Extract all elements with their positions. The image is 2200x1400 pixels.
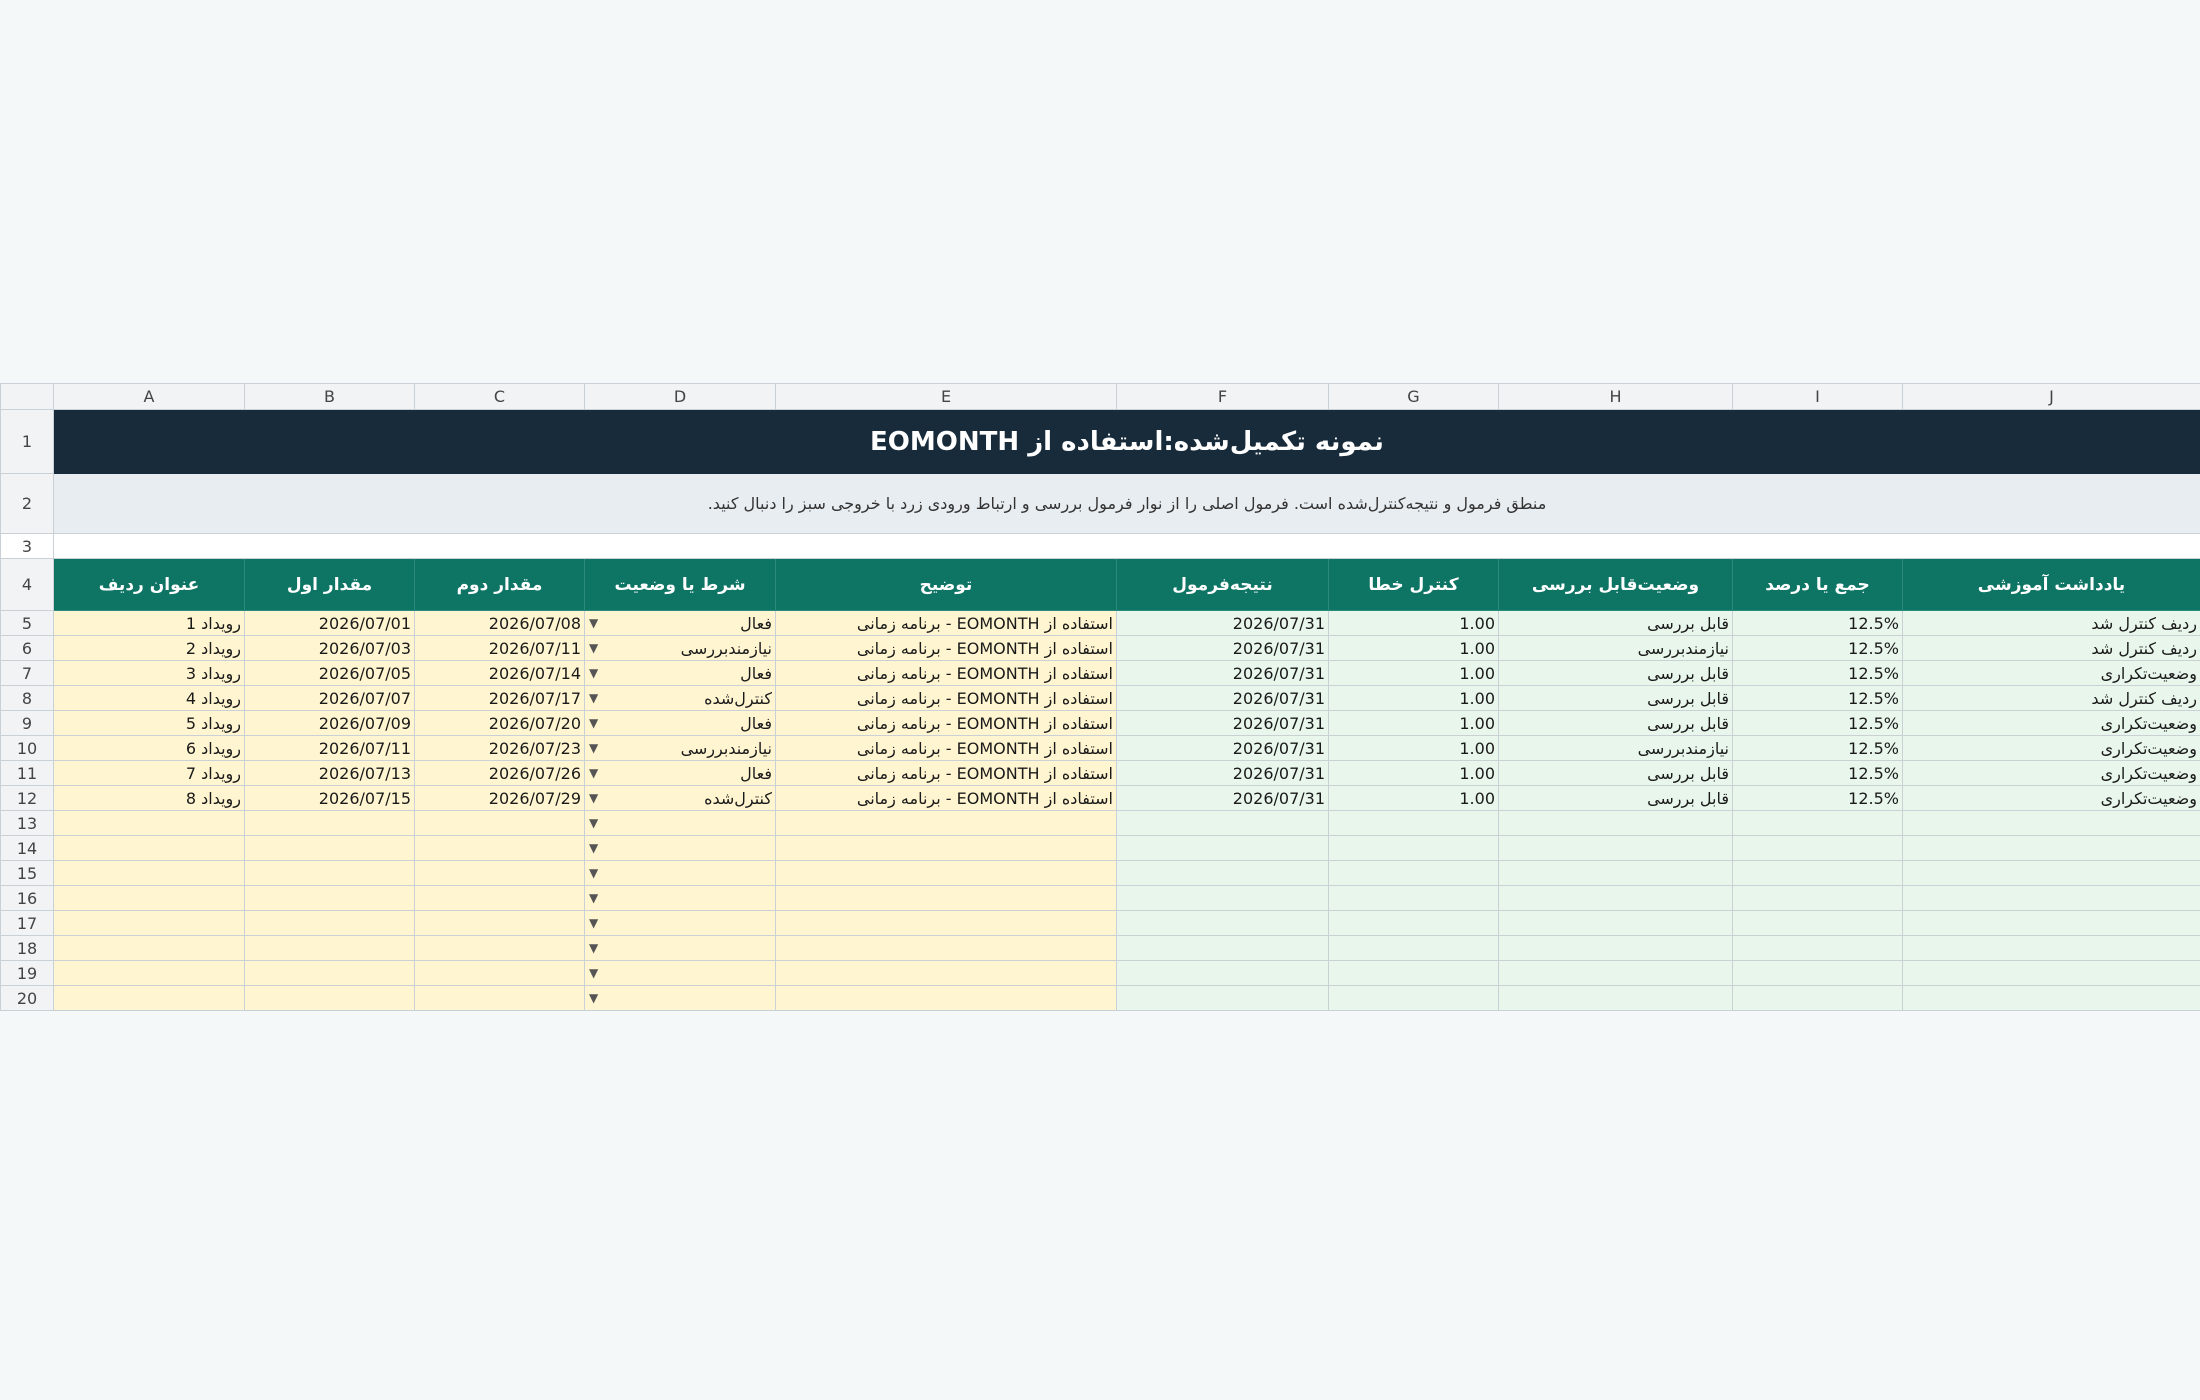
cell-formula-result[interactable]: 2026/07/31 (1117, 786, 1329, 811)
row-number[interactable]: 4 (1, 559, 54, 611)
cell-value-1[interactable] (245, 836, 415, 861)
cell-row-title[interactable] (54, 961, 245, 986)
row-number[interactable]: 9 (1, 711, 54, 736)
cell-value-2[interactable]: 2026/07/17 (415, 686, 585, 711)
row-number[interactable]: 11 (1, 761, 54, 786)
cell-status-dropdown[interactable] (585, 861, 776, 886)
cell-value-2[interactable] (415, 861, 585, 886)
cell-description[interactable] (776, 811, 1117, 836)
cell-review-status[interactable] (1499, 886, 1733, 911)
cell-note[interactable] (1903, 861, 2200, 886)
header-review-status[interactable]: وضعیت‌قابل بررسی (1499, 559, 1733, 611)
cell-row-title[interactable] (54, 911, 245, 936)
table-row (1, 886, 2200, 911)
column-header-i[interactable]: I (1733, 384, 1903, 410)
cell-error-check[interactable] (1329, 911, 1499, 936)
row-number[interactable]: 20 (1, 986, 54, 1011)
table-row (1, 811, 2200, 836)
cell-value-2[interactable] (415, 936, 585, 961)
cell-error-check[interactable]: 1.00 (1329, 686, 1499, 711)
cell-status-dropdown[interactable] (585, 911, 776, 936)
cell-percent[interactable]: 12.5% (1733, 711, 1903, 736)
cell-formula-result[interactable]: 2026/07/31 (1117, 611, 1329, 636)
cell-formula-result[interactable] (1117, 961, 1329, 986)
caret-down-icon[interactable]: ▼ (589, 666, 599, 680)
caret-down-icon[interactable]: ▼ (589, 816, 599, 830)
cell-description[interactable]: استفاده از EOMONTH - برنامه زمانی (776, 711, 1117, 736)
cell-row-title[interactable]: رویداد 6 (54, 736, 245, 761)
cell-review-status[interactable]: قابل بررسی (1499, 761, 1733, 786)
cell-status-dropdown[interactable] (585, 986, 776, 1011)
cell-description[interactable] (776, 861, 1117, 886)
cell-value-1[interactable]: 2026/07/15 (245, 786, 415, 811)
cell-percent[interactable] (1733, 886, 1903, 911)
cell-percent[interactable] (1733, 936, 1903, 961)
subtitle-row (1, 474, 2200, 534)
cell-value-2[interactable]: 2026/07/20 (415, 711, 585, 736)
cell-percent[interactable]: 12.5% (1733, 761, 1903, 786)
header-value-2[interactable]: مقدار دوم (415, 559, 585, 611)
cell-row-title[interactable] (54, 861, 245, 886)
cell-value-2[interactable] (415, 886, 585, 911)
cell-note[interactable] (1903, 961, 2200, 986)
cell-status-dropdown[interactable] (585, 936, 776, 961)
cell-description[interactable] (776, 986, 1117, 1011)
cell-value-2[interactable] (415, 986, 585, 1011)
cell-formula-result[interactable] (1117, 986, 1329, 1011)
status-value: کنترل‌شده (704, 788, 772, 808)
cell-formula-result[interactable]: 2026/07/31 (1117, 711, 1329, 736)
cell-percent[interactable]: 12.5% (1733, 686, 1903, 711)
column-header-g[interactable]: G (1329, 384, 1499, 410)
title-row (1, 410, 2200, 474)
cell-description[interactable]: استفاده از EOMONTH - برنامه زمانی (776, 686, 1117, 711)
row-number[interactable]: 6 (1, 636, 54, 661)
cell-description[interactable]: استفاده از EOMONTH - برنامه زمانی (776, 736, 1117, 761)
cell-status-dropdown[interactable] (585, 961, 776, 986)
cell-review-status[interactable] (1499, 811, 1733, 836)
cell-status-dropdown[interactable] (585, 736, 776, 761)
cell-error-check[interactable]: 1.00 (1329, 711, 1499, 736)
table-row (1, 936, 2200, 961)
cell-value-1[interactable] (245, 911, 415, 936)
select-all-corner[interactable] (1, 384, 54, 410)
row-number[interactable]: 15 (1, 861, 54, 886)
status-value: فعال (740, 663, 772, 683)
status-value: نیازمند‌بررسی (680, 738, 772, 758)
cell-value-1[interactable] (245, 886, 415, 911)
cell-value-2[interactable] (415, 811, 585, 836)
cell-formula-result[interactable] (1117, 811, 1329, 836)
cell-percent[interactable] (1733, 911, 1903, 936)
cell-note[interactable] (1903, 911, 2200, 936)
cell-error-check[interactable]: 1.00 (1329, 611, 1499, 636)
column-header-b[interactable]: B (245, 384, 415, 410)
cell-percent[interactable] (1733, 811, 1903, 836)
table-row (1, 786, 2200, 811)
status-value: فعال (740, 713, 772, 733)
cell-value-2[interactable] (415, 961, 585, 986)
header-formula-result[interactable]: نتیجه‌فرمول (1117, 559, 1329, 611)
column-header-d[interactable]: D (585, 384, 776, 410)
cell-error-check[interactable] (1329, 861, 1499, 886)
cell-value-2[interactable]: 2026/07/29 (415, 786, 585, 811)
caret-down-icon[interactable]: ▼ (589, 641, 599, 655)
cell-row-title[interactable]: رویداد 3 (54, 661, 245, 686)
cell-description[interactable] (776, 911, 1117, 936)
cell-value-2[interactable] (415, 836, 585, 861)
header-description[interactable]: توضیح (776, 559, 1117, 611)
cell-value-1[interactable]: 2026/07/13 (245, 761, 415, 786)
cell-review-status[interactable]: قابل بررسی (1499, 786, 1733, 811)
cell-value-1[interactable]: 2026/07/05 (245, 661, 415, 686)
cell-value-1[interactable] (245, 861, 415, 886)
header-status[interactable]: شرط یا وضعیت (585, 559, 776, 611)
cell-percent[interactable]: 12.5% (1733, 786, 1903, 811)
cell-description[interactable]: استفاده از EOMONTH - برنامه زمانی (776, 761, 1117, 786)
table-row (1, 986, 2200, 1011)
cell-formula-result[interactable] (1117, 886, 1329, 911)
row-number[interactable]: 14 (1, 836, 54, 861)
cell-formula-result[interactable]: 2026/07/31 (1117, 761, 1329, 786)
table-row (1, 961, 2200, 986)
cell-error-check[interactable] (1329, 811, 1499, 836)
cell-value-1[interactable] (245, 811, 415, 836)
row-number[interactable]: 7 (1, 661, 54, 686)
table-row (1, 611, 2200, 636)
cell-error-check[interactable]: 1.00 (1329, 786, 1499, 811)
cell-percent[interactable] (1733, 961, 1903, 986)
cell-error-check[interactable] (1329, 836, 1499, 861)
cell-value-1[interactable]: 2026/07/03 (245, 636, 415, 661)
caret-down-icon[interactable]: ▼ (589, 841, 599, 855)
cell-value-1[interactable] (245, 936, 415, 961)
row-number[interactable]: 10 (1, 736, 54, 761)
caret-down-icon[interactable]: ▼ (589, 966, 599, 980)
cell-percent[interactable] (1733, 861, 1903, 886)
cell-value-1[interactable]: 2026/07/11 (245, 736, 415, 761)
cell-note[interactable]: وضعیت‌تکراری (1903, 786, 2200, 811)
cell-value-2[interactable]: 2026/07/26 (415, 761, 585, 786)
header-percent[interactable]: جمع یا درصد (1733, 559, 1903, 611)
cell-value-2[interactable] (415, 911, 585, 936)
cell-error-check[interactable] (1329, 936, 1499, 961)
cell-percent[interactable]: 12.5% (1733, 661, 1903, 686)
column-header-c[interactable]: C (415, 384, 585, 410)
row-number[interactable]: 18 (1, 936, 54, 961)
cell-status-dropdown[interactable] (585, 836, 776, 861)
row-number[interactable]: 13 (1, 811, 54, 836)
cell-row-title[interactable] (54, 836, 245, 861)
column-header-j[interactable]: J (1903, 384, 2200, 410)
cell-formula-result[interactable] (1117, 911, 1329, 936)
cell-percent[interactable]: 12.5% (1733, 636, 1903, 661)
caret-down-icon[interactable]: ▼ (589, 866, 599, 880)
cell-review-status[interactable]: قابل بررسی (1499, 661, 1733, 686)
row-number[interactable]: 5 (1, 611, 54, 636)
cell-status-dropdown[interactable] (585, 886, 776, 911)
cell-status-dropdown[interactable] (585, 761, 776, 786)
cell-note[interactable]: ردیف کنترل شد (1903, 636, 2200, 661)
cell-review-status[interactable]: نیازمند‌بررسی (1499, 736, 1733, 761)
cell-value-1[interactable]: 2026/07/01 (245, 611, 415, 636)
spacer-row (1, 534, 2200, 559)
status-value: فعال (740, 613, 772, 633)
cell-review-status[interactable]: قابل بررسی (1499, 611, 1733, 636)
cell-row-title[interactable]: رویداد 1 (54, 611, 245, 636)
cell-error-check[interactable]: 1.00 (1329, 661, 1499, 686)
cell-note[interactable]: ردیف کنترل شد (1903, 611, 2200, 636)
caret-down-icon[interactable]: ▼ (589, 741, 599, 755)
cell-note[interactable]: وضعیت‌تکراری (1903, 711, 2200, 736)
caret-down-icon[interactable]: ▼ (589, 766, 599, 780)
table-row (1, 636, 2200, 661)
cell-status-dropdown[interactable] (585, 611, 776, 636)
table-row (1, 736, 2200, 761)
cell-row-title[interactable] (54, 986, 245, 1011)
data-rows (1, 611, 2200, 1011)
caret-down-icon[interactable]: ▼ (589, 991, 599, 1005)
table-row (1, 911, 2200, 936)
cell-error-check[interactable] (1329, 886, 1499, 911)
cell-review-status[interactable] (1499, 986, 1733, 1011)
empty-cell[interactable] (54, 534, 2200, 559)
cell-formula-result[interactable] (1117, 836, 1329, 861)
table-row (1, 686, 2200, 711)
cell-row-title[interactable] (54, 811, 245, 836)
cell-note[interactable] (1903, 986, 2200, 1011)
cell-formula-result[interactable]: 2026/07/31 (1117, 636, 1329, 661)
status-value: نیازمند‌بررسی (680, 638, 772, 658)
cell-note[interactable] (1903, 936, 2200, 961)
cell-row-title[interactable]: رویداد 8 (54, 786, 245, 811)
cell-row-title[interactable]: رویداد 7 (54, 761, 245, 786)
cell-review-status[interactable] (1499, 861, 1733, 886)
caret-down-icon[interactable]: ▼ (589, 716, 599, 730)
caret-down-icon[interactable]: ▼ (589, 691, 599, 705)
sheet-subtitle[interactable]: منطق فرمول و نتیجه‌کنترل‌شده است. فرمول اصلی را از نوار فرمول بررسی و ارتباط ورودی زرد با خروجی سبز را دنبال کنید. (54, 474, 2200, 534)
cell-row-title[interactable]: رویداد 4 (54, 686, 245, 711)
cell-value-1[interactable] (245, 961, 415, 986)
cell-status-dropdown[interactable] (585, 686, 776, 711)
table-row (1, 861, 2200, 886)
cell-row-title[interactable]: رویداد 5 (54, 711, 245, 736)
row-number[interactable]: 19 (1, 961, 54, 986)
cell-value-2[interactable]: 2026/07/11 (415, 636, 585, 661)
cell-percent[interactable]: 12.5% (1733, 736, 1903, 761)
header-error-check[interactable]: کنترل خطا (1329, 559, 1499, 611)
cell-description[interactable]: استفاده از EOMONTH - برنامه زمانی (776, 786, 1117, 811)
caret-down-icon[interactable]: ▼ (589, 891, 599, 905)
cell-description[interactable]: استفاده از EOMONTH - برنامه زمانی (776, 611, 1117, 636)
cell-value-2[interactable]: 2026/07/23 (415, 736, 585, 761)
header-row-title[interactable]: عنوان ردیف (54, 559, 245, 611)
cell-status-dropdown[interactable] (585, 711, 776, 736)
cell-note[interactable]: وضعیت‌تکراری (1903, 661, 2200, 686)
cell-percent[interactable] (1733, 836, 1903, 861)
cell-note[interactable]: وضعیت‌تکراری (1903, 736, 2200, 761)
cell-note[interactable] (1903, 836, 2200, 861)
cell-formula-result[interactable] (1117, 936, 1329, 961)
row-number[interactable]: 12 (1, 786, 54, 811)
row-number[interactable]: 16 (1, 886, 54, 911)
cell-review-status[interactable] (1499, 936, 1733, 961)
column-header-h[interactable]: H (1499, 384, 1733, 410)
cell-percent[interactable]: 12.5% (1733, 611, 1903, 636)
cell-row-title[interactable] (54, 936, 245, 961)
cell-formula-result[interactable] (1117, 861, 1329, 886)
row-number[interactable]: 2 (1, 474, 54, 534)
cell-description[interactable] (776, 961, 1117, 986)
caret-down-icon[interactable]: ▼ (589, 916, 599, 930)
cell-error-check[interactable] (1329, 986, 1499, 1011)
cell-description[interactable] (776, 886, 1117, 911)
cell-review-status[interactable] (1499, 836, 1733, 861)
cell-value-2[interactable]: 2026/07/14 (415, 661, 585, 686)
cell-note[interactable]: وضعیت‌تکراری (1903, 761, 2200, 786)
cell-value-1[interactable]: 2026/07/09 (245, 711, 415, 736)
cell-status-dropdown[interactable] (585, 786, 776, 811)
row-number[interactable]: 1 (1, 410, 54, 474)
table-row (1, 661, 2200, 686)
cell-review-status[interactable]: قابل بررسی (1499, 686, 1733, 711)
caret-down-icon[interactable]: ▼ (589, 941, 599, 955)
cell-formula-result[interactable]: 2026/07/31 (1117, 736, 1329, 761)
cell-description[interactable] (776, 936, 1117, 961)
cell-note[interactable] (1903, 811, 2200, 836)
cell-description[interactable]: استفاده از EOMONTH - برنامه زمانی (776, 636, 1117, 661)
column-header-row (1, 384, 2200, 410)
cell-description[interactable] (776, 836, 1117, 861)
table-header-row (1, 559, 2200, 611)
cell-note[interactable] (1903, 886, 2200, 911)
cell-review-status[interactable]: قابل بررسی (1499, 711, 1733, 736)
cell-note[interactable]: ردیف کنترل شد (1903, 686, 2200, 711)
cell-error-check[interactable]: 1.00 (1329, 761, 1499, 786)
status-value: فعال (740, 763, 772, 783)
row-number[interactable]: 8 (1, 686, 54, 711)
table-row (1, 711, 2200, 736)
cell-review-status[interactable] (1499, 911, 1733, 936)
cell-description[interactable]: استفاده از EOMONTH - برنامه زمانی (776, 661, 1117, 686)
cell-row-title[interactable]: رویداد 2 (54, 636, 245, 661)
header-value-1[interactable]: مقدار اول (245, 559, 415, 611)
sheet-table (0, 383, 2200, 1011)
spreadsheet-grid (0, 383, 2200, 1011)
status-value: کنترل‌شده (704, 688, 772, 708)
cell-value-1[interactable]: 2026/07/07 (245, 686, 415, 711)
column-header-f[interactable]: F (1117, 384, 1329, 410)
caret-down-icon[interactable]: ▼ (589, 791, 599, 805)
cell-status-dropdown[interactable] (585, 661, 776, 686)
cell-review-status[interactable]: نیازمند‌بررسی (1499, 636, 1733, 661)
cell-status-dropdown[interactable] (585, 636, 776, 661)
cell-error-check[interactable]: 1.00 (1329, 736, 1499, 761)
column-header-e[interactable]: E (776, 384, 1117, 410)
cell-formula-result[interactable]: 2026/07/31 (1117, 661, 1329, 686)
header-note[interactable]: یادداشت آموزشی (1903, 559, 2200, 611)
column-header-a[interactable]: A (54, 384, 245, 410)
cell-formula-result[interactable]: 2026/07/31 (1117, 686, 1329, 711)
cell-error-check[interactable]: 1.00 (1329, 636, 1499, 661)
row-number[interactable]: 3 (1, 534, 54, 559)
cell-error-check[interactable] (1329, 961, 1499, 986)
cell-status-dropdown[interactable] (585, 811, 776, 836)
cell-review-status[interactable] (1499, 961, 1733, 986)
cell-value-1[interactable] (245, 986, 415, 1011)
sheet-title[interactable]: نمونه تکمیل‌شده:استفاده از EOMONTH (54, 410, 2200, 474)
cell-value-2[interactable]: 2026/07/08 (415, 611, 585, 636)
row-number[interactable]: 17 (1, 911, 54, 936)
caret-down-icon[interactable]: ▼ (589, 616, 599, 630)
table-row (1, 761, 2200, 786)
cell-row-title[interactable] (54, 886, 245, 911)
cell-percent[interactable] (1733, 986, 1903, 1011)
table-row (1, 836, 2200, 861)
